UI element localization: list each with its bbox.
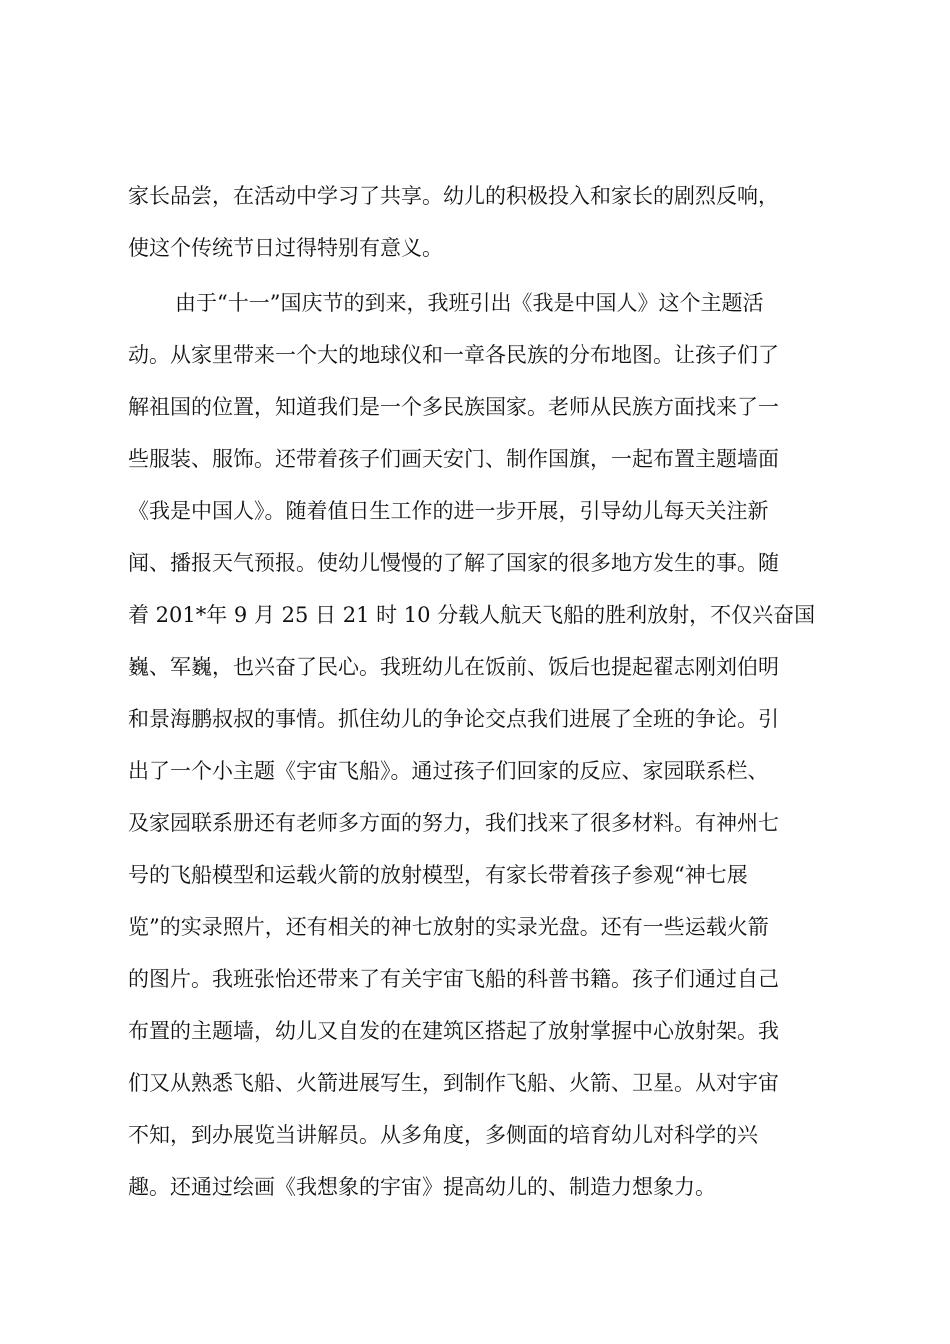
line-text: 家长品尝，在活动中学习了共享。幼儿的积极投入和家长的剧烈反响， [128,184,779,208]
text-line [0,283,950,323]
text-line [0,803,950,843]
text-line [0,647,950,687]
text-line [0,855,950,895]
line-text: 些服装、服饰。还带着孩子们画天安门、制作国旗，一起布置主题墙面 [128,447,779,471]
line-text: 由于“十一”国庆节的到来，我班引出《我是中国人》这个主题活 [175,291,764,315]
line-text: 的图片。我班张怡还带来了有关宇宙飞船的科普书籍。孩子们通过自己 [128,967,779,991]
text-line [0,751,950,791]
line-text: 《我是中国人》。随着值日生工作的进一步开展，引导幼儿每天关注新 [128,499,769,523]
text-line [0,335,950,375]
line-text: 不知，到办展览当讲解员。从多角度，多侧面的培育幼儿对科学的兴 [128,1123,758,1147]
text-line [0,959,950,999]
line-text: 解祖国的位置，知道我们是一个多民族国家。老师从民族方面找来了一 [128,395,779,419]
text-line [0,699,950,739]
line-text: 号的飞船模型和运载火箭的放射模型，有家长带着孩子参观“神七展 [128,863,748,887]
line-text: 巍、军巍，也兴奋了民心。我班幼儿在饭前、饭后也提起翟志刚刘伯明 [128,655,779,679]
line-text: 出了一个小主题《宇宙飞船》。通过孩子们回家的反应、家园联系栏、 [128,759,769,783]
text-line [0,1115,950,1155]
line-text: 使这个传统节日过得特别有意义。 [128,236,443,260]
text-line [0,543,950,583]
text-line [0,1063,950,1103]
line-text: 动。从家里带来一个大的地球仪和一章各民族的分布地图。让孩子们了 [128,343,779,367]
text-line [0,491,950,531]
text-line [0,1011,950,1051]
text-line [0,228,950,268]
text-line [0,907,950,947]
text-line [0,595,950,635]
line-text: 布置的主题墙，幼儿又自发的在建筑区搭起了放射掌握中心放射架。我 [128,1019,779,1043]
line-text: 趣。还通过绘画《我想象的宇宙》提高幼儿的、制造力想象力。 [128,1175,716,1199]
text-line [0,1167,950,1207]
line-text: 及家园联系册还有老师多方面的努力，我们找来了很多材料。有神州七 [128,811,779,835]
text-line [0,439,950,479]
line-text: 览”的实录照片，还有相关的神七放射的实录光盘。还有一些运载火箭 [128,915,769,939]
line-text: 闻、播报天气预报。使幼儿慢慢的了解了国家的很多地方发生的事。随 [128,551,779,575]
line-text: 着 201*年 9 月 25 日 21 时 10 分载人航天飞船的胜利放射，不仅兴奋国 [128,603,816,627]
line-text: 们又从熟悉飞船、火箭进展写生，到制作飞船、火箭、卫星。从对宇宙 [128,1071,779,1095]
line-text: 和景海鹏叔叔的事情。抓住幼儿的争论交点我们进展了全班的争论。引 [128,707,779,731]
text-line [0,176,950,216]
text-line [0,387,950,427]
